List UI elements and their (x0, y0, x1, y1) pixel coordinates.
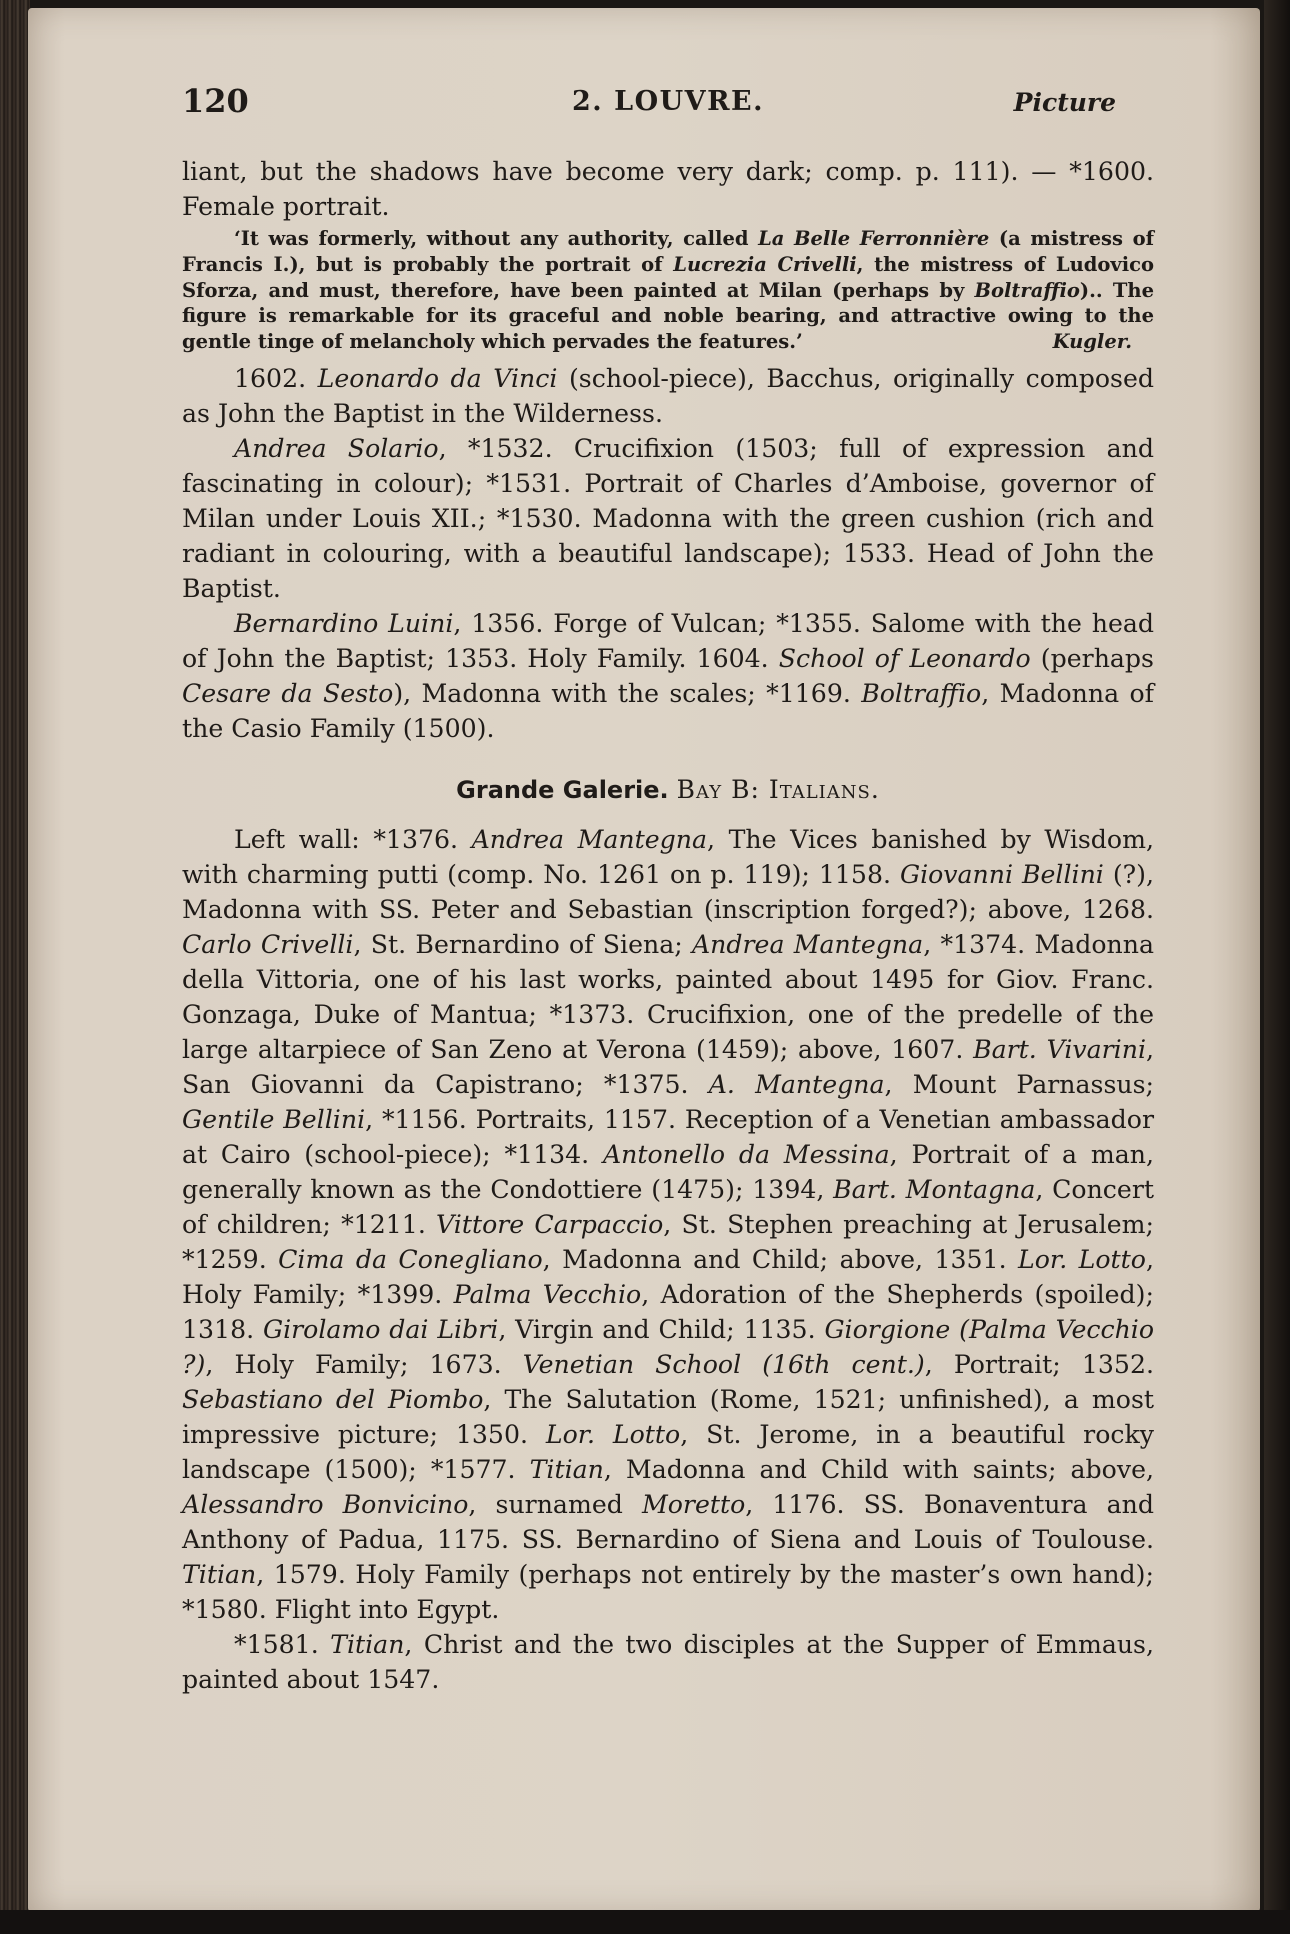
heading-bay: Bay B: Italians. (676, 774, 880, 804)
running-title: 2. LOUVRE. (572, 86, 765, 117)
heading-gallery: Grande Galerie. (456, 775, 669, 804)
section-heading (182, 772, 1154, 808)
quote-text: ‘It was formerly, without any authority, called La Belle Ferronnière (a mistress of Francis I.), but is probably the portrait of Lucrezia Crivelli, the mistress of Ludovico Sforza, and must, therefore, have been painted at Milan (perhaps by Boltraffio).. The figure is remarkable for its graceful and noble bearing, and attractive owing to the gentle tinge of melancholy which pervades the features.’ (182, 227, 1154, 354)
paragraph-leonardo: 1602. Leonardo da Vinci (school-piece), Bacchus, originally composed as John the Baptist in the Wilderness. (182, 363, 1154, 428)
paragraph-continuation: liant, but the shadows have become very dark; comp. p. 111). — *1600. Female portrait. (182, 157, 1154, 221)
page-edge-bottom (0, 1910, 1290, 1934)
running-section: Picture (1013, 88, 1116, 117)
paragraph-titian: *1581. Titian, Christ and the two disciples at the Supper of Emmaus, painted about 1547. (182, 1629, 1154, 1694)
paragraph-solario: Andrea Solario, *1532. Crucifixion (1503; full of expression and fascinating in colour); *1531. Portrait of Charles d’Amboise, governor of Milan under Louis XII.; *1530. Madonna with the green cushion (rich and radiant in colouring, with a beautiful landscape); 1533. Head of John the Baptist. (182, 433, 1154, 603)
running-header (182, 82, 1116, 122)
page-body (182, 154, 1154, 1697)
quote-attribution: Kugler. (1052, 330, 1132, 354)
kugler-quote (182, 226, 1154, 355)
book-spine (0, 0, 30, 1934)
page-number: 120 (182, 82, 249, 120)
paragraph-luini: Bernardino Luini, 1356. Forge of Vulcan; *1355. Salome with the head of John the Baptist; 1353. Holy Family. 1604. School of Leonardo (perhaps Cesare da Sesto), Madonna with the scales; *1169. Boltraffio, Madonna of the Casio Family (1500). (182, 608, 1154, 743)
page-edge-right (1264, 0, 1290, 1934)
paragraph-left-wall: Left wall: *1376. Andrea Mantegna, The Vices banished by Wisdom, with charming putti (comp. No. 1261 on p. 119); 1158. Giovanni Bellini (?), Madonna with SS. Peter and Sebastian (inscription forged?); above, 1268. Carlo Crivelli, St. Bernardino of Siena; Andrea Mantegna, *1374. Madonna della Vittoria, one of his last works, painted about 1495 for Giov. Franc. Gonzaga, Duke of Mantua; *1373. Crucifixion, one of the predelle of the large altarpiece of San Zeno at Verona (1459); above, 1607. Bart. Vivarini, San Giovanni da Capistrano; *1375. A. Mantegna, Mount Parnassus; Gentile Bellini, *1156. Portraits, 1157. Reception of a Venetian ambassador at Cairo (school-piece); *1134. Antonello da Messina, Portrait of a man, generally known as the Condottiere (1475); 1394, Bart. Montagna, Concert of children; *1211. Vittore Carpaccio, St. Stephen preaching at Jerusalem; *1259. Cima da Conegliano, Madonna and Child; above, 1351. Lor. Lotto, Holy Family; *1399. Palma Vecchio, Adoration of the Shepherds (spoiled); 1318. Girolamo dai Libri, Virgin and Child; 1135. Giorgione (Palma Vecchio ?), Holy Family; 1673. Venetian School (16th cent.), Portrait; 1352. Sebastiano del Piombo, The Salutation (Rome, 1521; unfinished), a most impressive picture; 1350. Lor. Lotto, St. Jerome, in a beautiful rocky landscape (1500); *1577. Titian, Madonna and Child with saints; above, Alessandro Bonvicino, surnamed Moretto, 1176. SS. Bonaventura and Anthony of Padua, 1175. SS. Bernardino of Siena and Louis of Toulouse. Titian, 1579. Holy Family (perhaps not entirely by the master’s own hand); *1580. Flight into Egypt. (182, 824, 1155, 1624)
